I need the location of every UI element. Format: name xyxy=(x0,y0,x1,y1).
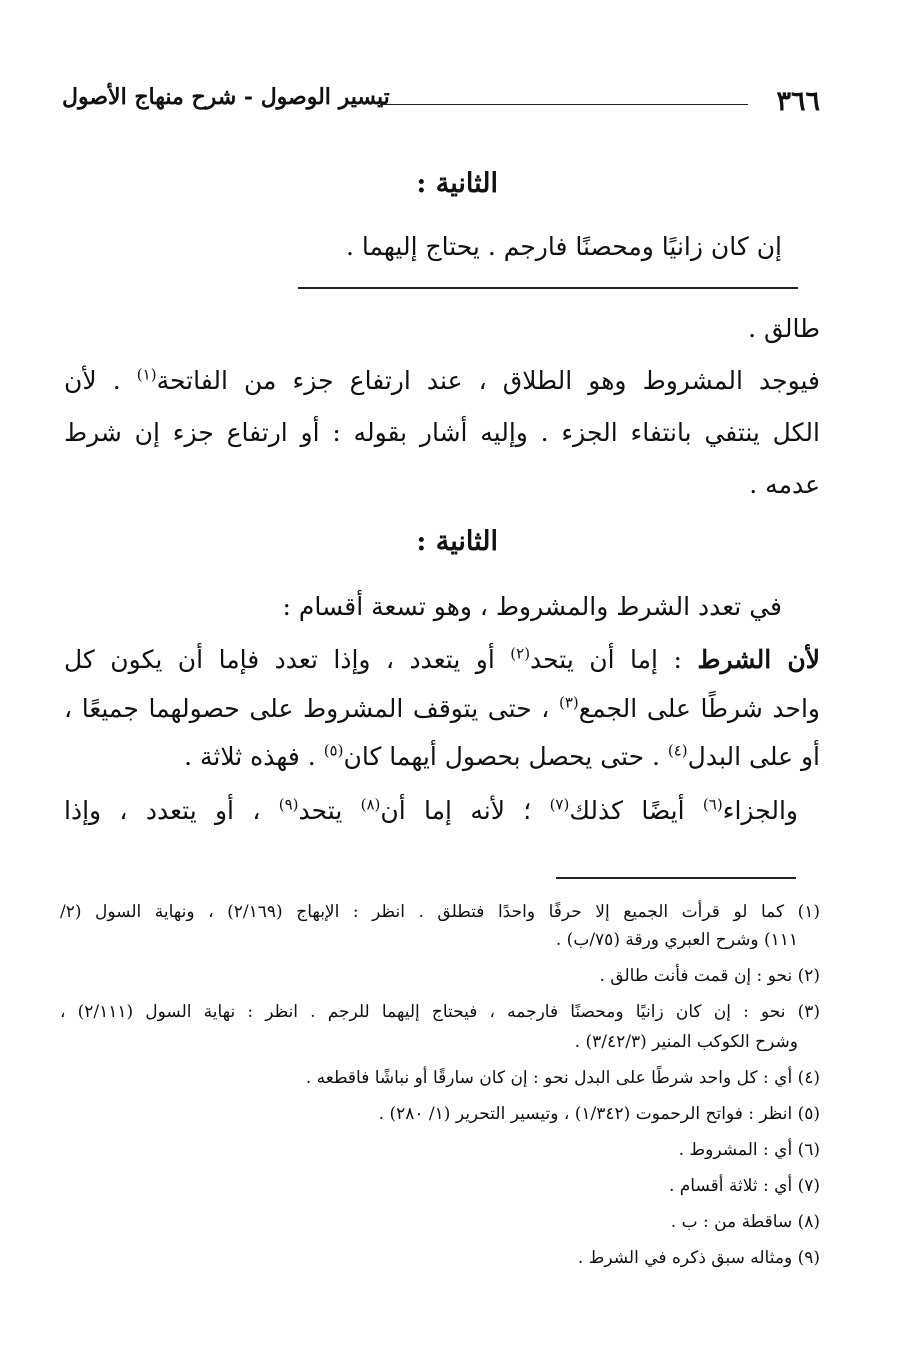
section2-line-5: والجزاء$^{(٦)}$ أيضًا كذلك$^{(٧)}$ ؛ لأنه إما أن$^{(٨)}$ يتحد$^{(٩)}$ ، أو يتعدد ، وإذا xyxy=(64,795,798,825)
section-heading-1: الثانية : xyxy=(416,168,498,199)
footnote-ref-8: (٨) xyxy=(360,795,381,814)
footnote-1-line-1: (١) كما لو قرأت الجميع إلا حرفًا واحدًا فتطلق . انظر : الإبهاج (٢/١٦٩) ، ونهاية السول (٢/ xyxy=(60,902,821,922)
footnote-3-line-1: (٣) نحو : إن كان زانيًا ومحصنًا فارجمه ، فيحتاج إليهما للرجم . انظر : نهاية السول (٢/١١١) ، xyxy=(60,1002,820,1022)
page-number: ٣٦٦ xyxy=(776,86,820,117)
footnote-ref-6: (٦) xyxy=(702,795,723,814)
footnote-ref-3: (٣) xyxy=(558,693,579,712)
footnote-ref-4: (٤) xyxy=(667,741,688,760)
section-heading-2: الثانية : xyxy=(416,526,498,557)
header-rule xyxy=(380,104,748,105)
book-title: تيسير الوصول - شرح منهاج الأصول xyxy=(62,84,390,110)
footnote-ref-9: (٩) xyxy=(278,795,299,814)
body-line-4: عدمه . xyxy=(749,470,820,499)
footnote-ref-5: (٥) xyxy=(323,741,344,760)
footnote-ref-7: (٧) xyxy=(549,795,570,814)
section2-line-1: في تعدد الشرط والمشروط ، وهو تسعة أقسام : xyxy=(282,592,782,621)
body-line-1: طالق . xyxy=(748,314,820,343)
footnote-5: (٥) انظر : فواتح الرحموت (١/٣٤٢) ، وتيسير التحرير (١/ ٢٨٠) . xyxy=(378,1104,820,1124)
quote-rule xyxy=(298,287,798,289)
footnote-ref-1: (١) xyxy=(136,365,157,384)
footnote-9: (٩) ومثاله سبق ذكره في الشرط . xyxy=(577,1248,820,1268)
footnote-7: (٧) أي : ثلاثة أقسام . xyxy=(668,1176,820,1196)
footnote-rule xyxy=(556,877,796,879)
footnote-4: (٤) أي : كل واحد شرطًا على البدل نحو : إن كان سارقًا أو نباشًا فاقطعه . xyxy=(305,1068,820,1088)
footnote-6: (٦) أي : المشروط . xyxy=(678,1140,820,1160)
footnote-1-line-2: ١١١) وشرح العبري ورقة (٧٥/ب) . xyxy=(555,930,798,950)
footnote-ref-2: (٢) xyxy=(510,644,531,663)
section2-line-3: واحد شرطًا على الجمع$^{(٣)}$ ، حتى يتوقف المشروط على حصولهما جميعًا ، xyxy=(64,693,820,723)
footnote-3-line-2: وشرح الكوكب المنير (٣/٤٢/٣) . xyxy=(574,1032,798,1052)
footnote-2: (٢) نحو : إن قمت فأنت طالق . xyxy=(599,966,820,986)
quote-text: إن كان زانيًا ومحصنًا فارجم . يحتاج إليهما . xyxy=(345,232,782,261)
section2-line-2: لأن الشرط : إما أن يتحد$^{(٢)}$ أو يتعدد ، وإذا تعدد فإما أن يكون كل xyxy=(64,644,820,674)
body-line-3: الكل ينتفي بانتفاء الجزء . وإليه أشار بقوله : أو ارتفاع جزء إن شرط xyxy=(64,418,820,447)
body-line-2: فيوجد المشروط وهو الطلاق ، عند ارتفاع جزء من الفاتحة$^{(١)}$ . لأن xyxy=(64,365,820,395)
section2-line-4: أو على البدل$^{(٤)}$ . حتى يحصل بحصول أيهما كان$^{(٥)}$ . فهذه ثلاثة . xyxy=(184,741,820,771)
footnote-8: (٨) ساقطة من : ب . xyxy=(670,1212,820,1232)
